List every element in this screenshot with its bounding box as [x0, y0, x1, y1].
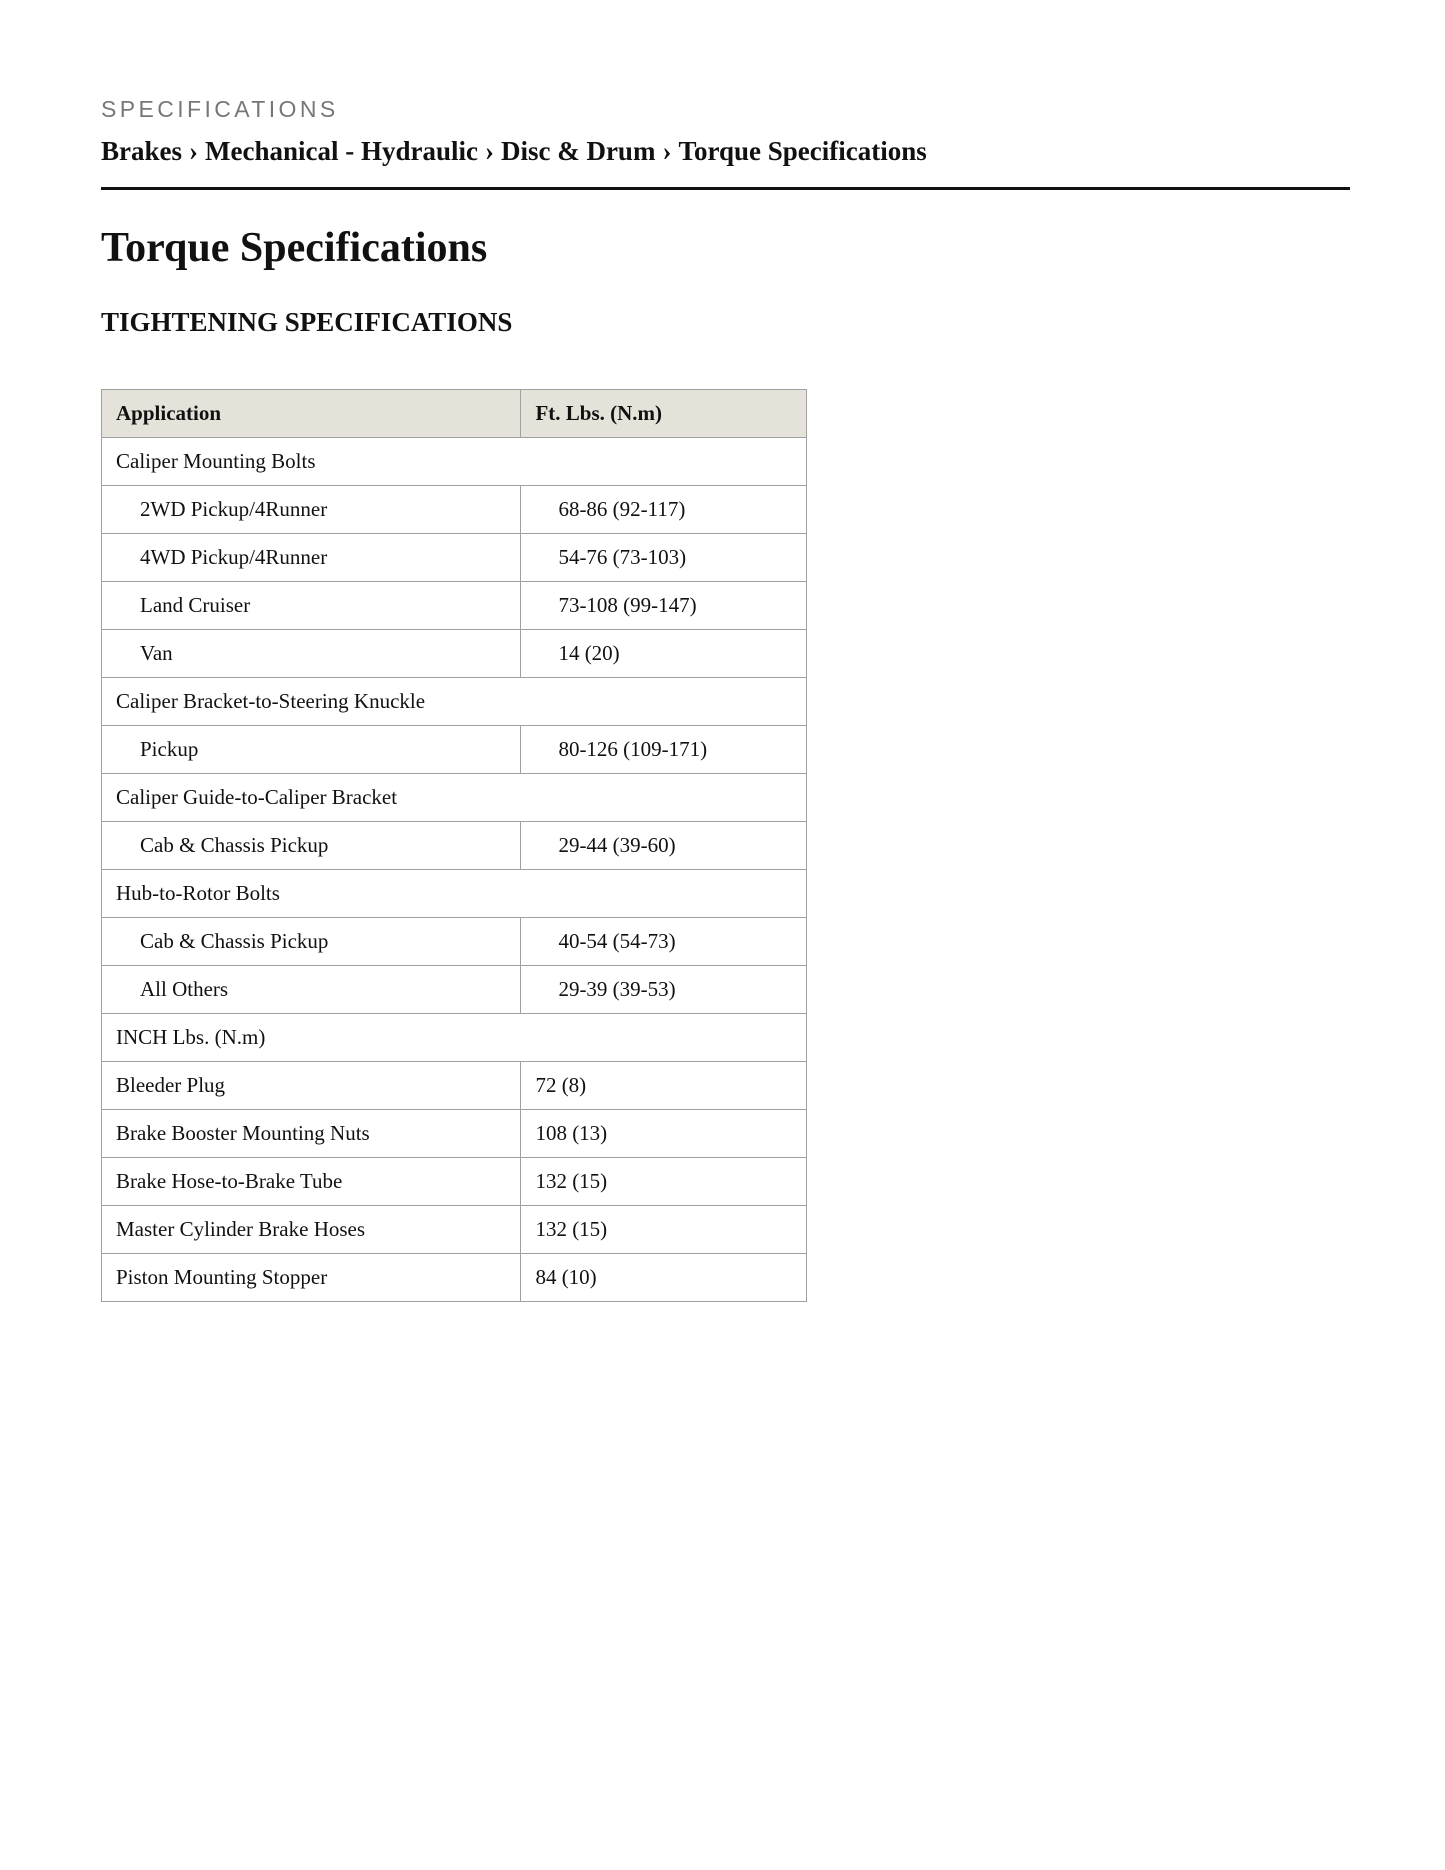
breadcrumb-separator: › — [189, 136, 198, 166]
torque-value-cell: 68-86 (92-117) — [521, 486, 807, 534]
table-body — [102, 438, 807, 1302]
table-row — [102, 1206, 807, 1254]
section-label: SPECIFICATIONS — [101, 96, 339, 122]
application-cell: 2WD Pickup/4Runner — [102, 486, 521, 534]
column-header-torque: Ft. Lbs. (N.m) — [521, 390, 807, 438]
torque-value-cell: 132 (15) — [521, 1158, 807, 1206]
table-group-row — [102, 870, 807, 918]
breadcrumb-separator: › — [484, 136, 494, 166]
torque-value-cell: 29-44 (39-60) — [521, 822, 807, 870]
breadcrumb-item-current: Torque Specifications — [678, 136, 927, 166]
table-group-row — [102, 774, 807, 822]
application-cell: Brake Hose-to-Brake Tube — [102, 1158, 521, 1206]
column-header-application: Application — [102, 390, 521, 438]
table-row — [102, 1158, 807, 1206]
application-cell: Pickup — [102, 726, 521, 774]
torque-spec-table — [101, 389, 807, 1302]
table-row — [102, 534, 807, 582]
section-subtitle: TIGHTENING SPECIFICATIONS — [101, 307, 513, 337]
torque-value-cell: 72 (8) — [521, 1062, 807, 1110]
torque-value-cell: 132 (15) — [521, 1206, 807, 1254]
page-title: Torque Specifications — [101, 225, 488, 271]
torque-value-cell: 29-39 (39-53) — [521, 966, 807, 1014]
table-group-row — [102, 1014, 807, 1062]
torque-value-cell: 84 (10) — [521, 1254, 807, 1302]
torque-value-cell: 54-76 (73-103) — [521, 534, 807, 582]
breadcrumb — [101, 136, 927, 167]
group-label: Caliper Guide-to-Caliper Bracket — [102, 774, 807, 822]
application-cell: Van — [102, 630, 521, 678]
table-row — [102, 1110, 807, 1158]
table-row — [102, 582, 807, 630]
table-row — [102, 486, 807, 534]
table-row — [102, 630, 807, 678]
application-cell: Piston Mounting Stopper — [102, 1254, 521, 1302]
application-cell: Cab & Chassis Pickup — [102, 918, 521, 966]
application-cell: 4WD Pickup/4Runner — [102, 534, 521, 582]
table-row — [102, 1062, 807, 1110]
table-group-row — [102, 438, 807, 486]
torque-value-cell: 40-54 (54-73) — [521, 918, 807, 966]
group-label: Caliper Bracket-to-Steering Knuckle — [102, 678, 807, 726]
breadcrumb-item-brakes[interactable]: Brakes — [101, 136, 182, 166]
table-row — [102, 1254, 807, 1302]
table-row — [102, 726, 807, 774]
torque-value-cell: 80-126 (109-171) — [521, 726, 807, 774]
group-label: INCH Lbs. (N.m) — [102, 1014, 807, 1062]
breadcrumb-item-mechanical-hydraulic[interactable]: Mechanical - Hydraulic — [205, 136, 478, 166]
breadcrumb-separator: › — [662, 136, 672, 166]
table-row — [102, 918, 807, 966]
application-cell: All Others — [102, 966, 521, 1014]
header-divider — [101, 187, 1350, 190]
torque-value-cell: 14 (20) — [521, 630, 807, 678]
table-row — [102, 966, 807, 1014]
breadcrumb-item-disc-drum[interactable]: Disc & Drum — [500, 136, 656, 166]
application-cell: Land Cruiser — [102, 582, 521, 630]
application-cell: Master Cylinder Brake Hoses — [102, 1206, 521, 1254]
table-row — [102, 822, 807, 870]
torque-value-cell: 73-108 (99-147) — [521, 582, 807, 630]
table-group-row — [102, 678, 807, 726]
group-label: Caliper Mounting Bolts — [102, 438, 807, 486]
table-header-row — [102, 390, 807, 438]
application-cell: Cab & Chassis Pickup — [102, 822, 521, 870]
application-cell: Bleeder Plug — [102, 1062, 521, 1110]
group-label: Hub-to-Rotor Bolts — [102, 870, 807, 918]
application-cell: Brake Booster Mounting Nuts — [102, 1110, 521, 1158]
torque-value-cell: 108 (13) — [521, 1110, 807, 1158]
